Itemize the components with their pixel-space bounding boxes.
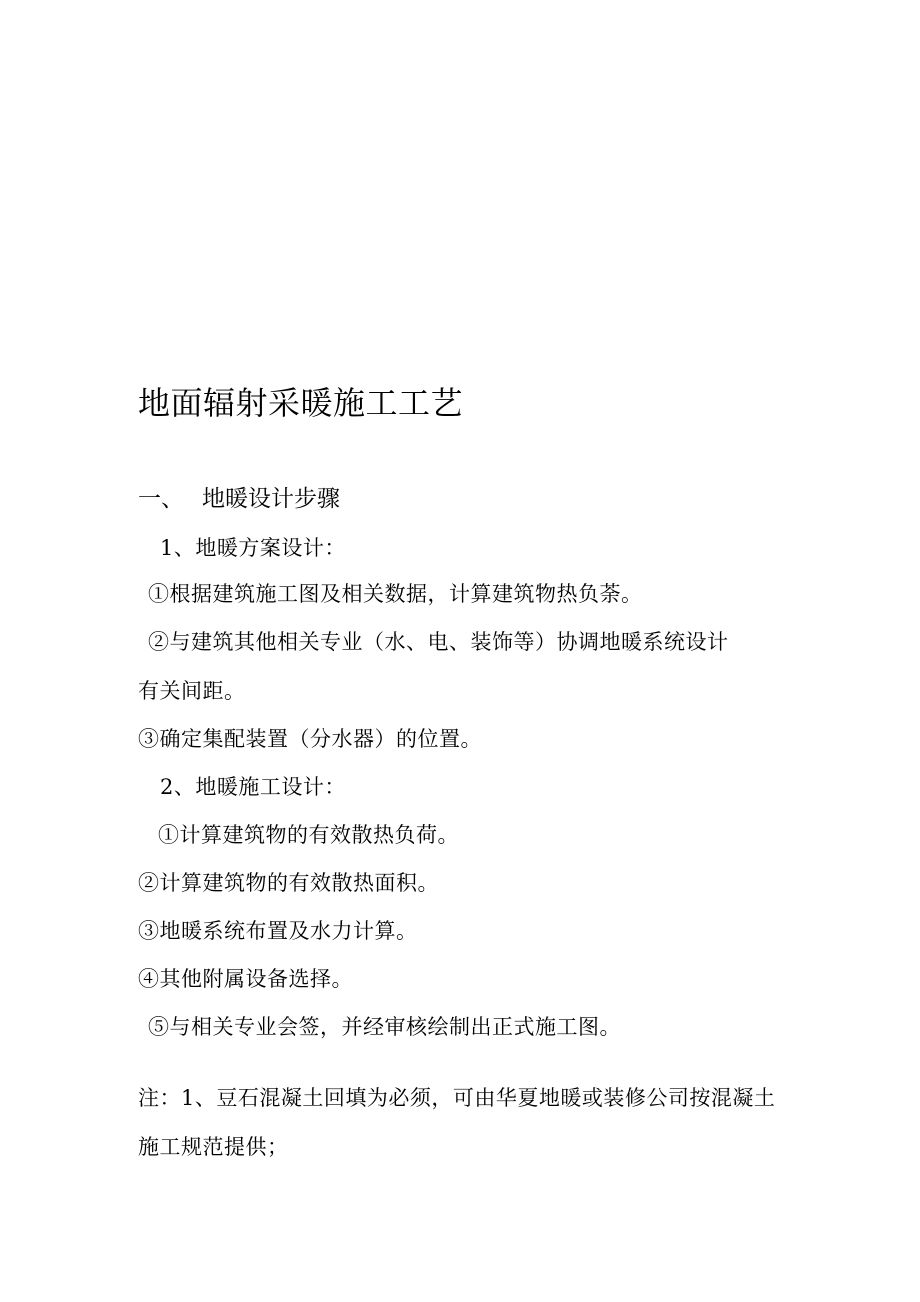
list-item: ①计算建筑物的有效散热负荷。 bbox=[158, 823, 459, 847]
section-number: 一、 bbox=[138, 486, 184, 512]
document-title: 地面辐射采暖施工工艺 bbox=[138, 384, 464, 422]
section-title: 地暖设计步骤 bbox=[202, 486, 340, 512]
list-item: ①根据建筑施工图及相关数据，计算建筑物热负荼。 bbox=[148, 582, 643, 606]
list-item: ⑤与相关专业会签，并经审核绘制出正式施工图。 bbox=[148, 1015, 621, 1039]
list-item: ③地暖系统布置及水力计算。 bbox=[138, 919, 418, 943]
note-line-continuation: 施工规范提供； bbox=[138, 1135, 289, 1159]
list-item: ②与建筑其他相关专业（水、电、装饰等）协调地暖系统设计 bbox=[148, 630, 729, 654]
note-line: 注：1、豆石混凝土回填为必须，可由华夏地暖或装修公司按混凝土 bbox=[138, 1086, 776, 1110]
subsection-heading-design-scheme: 1、地暖方案设计： bbox=[160, 536, 346, 560]
list-item: ④其他附属设备选择。 bbox=[138, 967, 353, 991]
subsection-heading-construction-design: 2、地暖施工设计： bbox=[160, 775, 346, 799]
list-item: ②计算建筑物的有效散热面积。 bbox=[138, 871, 439, 895]
section-heading bbox=[138, 484, 340, 514]
list-item: ③确定集配装置（分水器）的位置。 bbox=[138, 727, 482, 751]
list-item-continuation: 有关间距。 bbox=[138, 679, 246, 703]
